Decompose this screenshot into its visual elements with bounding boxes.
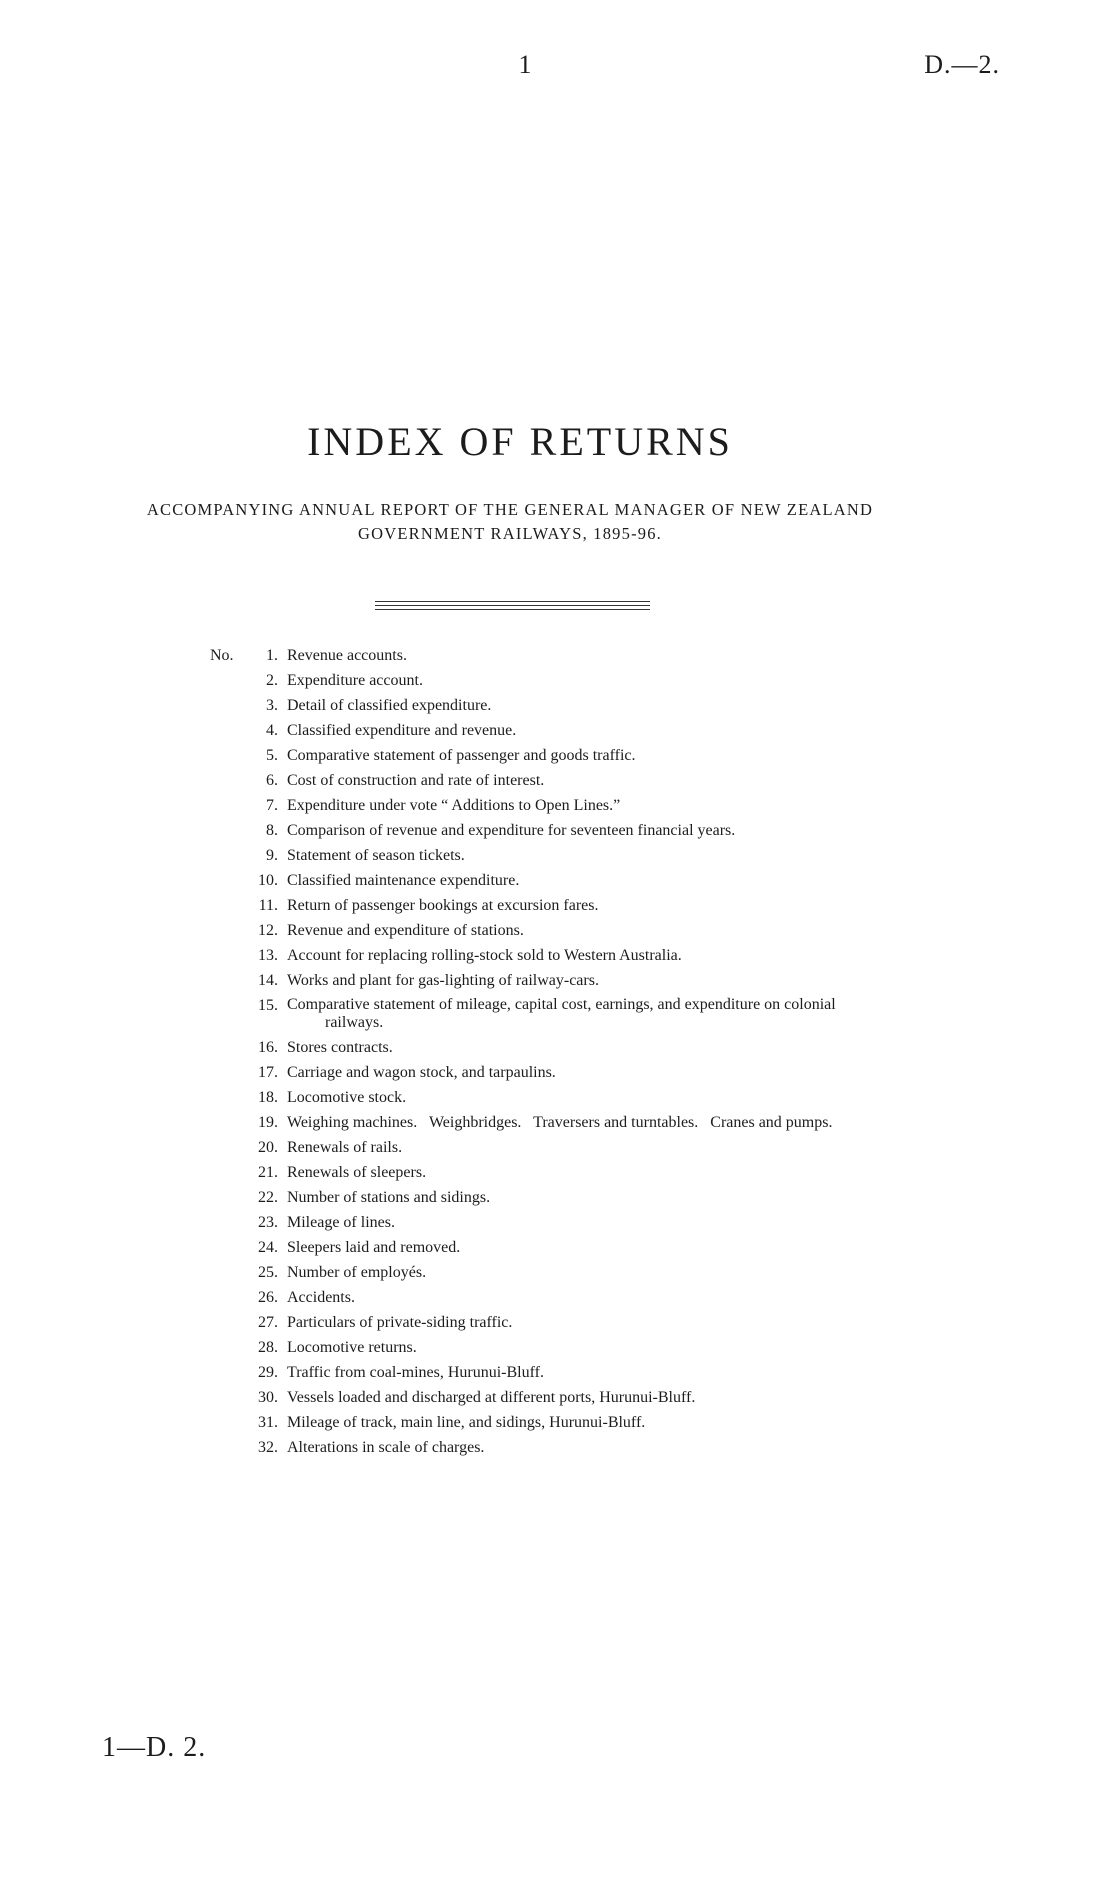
list-item (210, 1085, 1010, 1110)
item-number: 32. (258, 1439, 278, 1456)
item-number: 17. (258, 1064, 278, 1081)
item-text: Renewals of sleepers. (287, 1164, 427, 1181)
list-item (210, 968, 1010, 993)
item-text: Statement of season tickets. (287, 847, 465, 864)
item-text (287, 993, 1010, 1035)
list-item (210, 1160, 1010, 1185)
item-text: Accidents. (287, 1289, 355, 1306)
item-number: 23. (258, 1214, 278, 1231)
item-number: 9. (266, 847, 278, 864)
list-item (210, 743, 1010, 768)
subtitle (60, 498, 960, 546)
item-text: Sleepers laid and removed. (287, 1239, 461, 1256)
list-item (210, 818, 1010, 843)
list-item (210, 768, 1010, 793)
list-item (210, 1310, 1010, 1335)
item-number: 1. (266, 647, 278, 664)
item-number: 10. (258, 872, 278, 889)
item-number: 28. (258, 1339, 278, 1356)
item-text: Number of employés. (287, 1264, 427, 1281)
list-item (210, 1360, 1010, 1385)
item-number: 13. (258, 947, 278, 964)
item-text: Traffic from coal-mines, Hurunui-Bluff. (287, 1364, 544, 1381)
item-number: 8. (266, 822, 278, 839)
item-number: 31. (258, 1414, 278, 1431)
item-number: 27. (258, 1314, 278, 1331)
item-number: 14. (258, 972, 278, 989)
list-item (210, 1060, 1010, 1085)
list-item (210, 1260, 1010, 1285)
item-number: 6. (266, 772, 278, 789)
item-number: 29. (258, 1364, 278, 1381)
page-title: INDEX OF RETURNS (307, 419, 733, 464)
list-item (210, 1435, 1010, 1460)
subtitle-line-1: ACCOMPANYING ANNUAL REPORT OF THE GENERAL MANAGER OF NEW ZEALAND (146, 500, 874, 519)
list-item (210, 993, 1010, 1035)
subtitle-line-2: GOVERNMENT RAILWAYS, 1895-96. (358, 524, 662, 543)
list-item (210, 1235, 1010, 1260)
divider-rule (375, 605, 650, 606)
item-text: Renewals of rails. (287, 1139, 403, 1156)
item-text: Mileage of lines. (287, 1214, 395, 1231)
item-number: 20. (258, 1139, 278, 1156)
item-number: 25. (258, 1264, 278, 1281)
list-item (210, 1135, 1010, 1160)
item-number: 26. (258, 1289, 278, 1306)
list-item (210, 893, 1010, 918)
item-text: Comparative statement of passenger and goods traffic. (287, 747, 636, 764)
item-text: Revenue accounts. (287, 647, 407, 664)
item-text: Expenditure under vote “ Additions to Open Lines.” (287, 797, 621, 814)
list-item (210, 718, 1010, 743)
returns-list (210, 643, 1010, 1460)
item-text: Return of passenger bookings at excursion fares. (287, 897, 599, 914)
page-number: 1 (518, 50, 532, 79)
item-text: Account for replacing rolling-stock sold to Western Australia. (287, 947, 682, 964)
list-item (210, 843, 1010, 868)
item-text: Carriage and wagon stock, and tarpaulins. (287, 1064, 556, 1081)
item-number: 18. (258, 1089, 278, 1106)
list-item (210, 1210, 1010, 1235)
item-number: 19. (258, 1114, 278, 1131)
item-number: 30. (258, 1389, 278, 1406)
item-number: 12. (258, 922, 278, 939)
list-item (210, 1110, 1010, 1135)
item-number: 5. (266, 747, 278, 764)
list-item (210, 643, 1010, 668)
divider-rule (375, 601, 650, 602)
list-item (210, 1410, 1010, 1435)
item-number: 16. (258, 1039, 278, 1056)
item-text-continuation: railways. (325, 1014, 384, 1031)
item-text: Alterations in scale of charges. (287, 1439, 485, 1456)
list-item (210, 793, 1010, 818)
item-number: 15. (258, 997, 278, 1014)
list-item (210, 1185, 1010, 1210)
item-text: Mileage of track, main line, and sidings, Hurunui-Bluff. (287, 1414, 646, 1431)
item-number: 4. (266, 722, 278, 739)
item-text: Detail of classified expenditure. (287, 697, 492, 714)
list-item (210, 918, 1010, 943)
item-text-line: Comparative statement of mileage, capital cost, earnings, and expenditure on colonial (287, 996, 836, 1013)
item-number: 2. (266, 672, 278, 689)
item-number: 21. (258, 1164, 278, 1181)
item-text: Revenue and expenditure of stations. (287, 922, 524, 939)
list-item (210, 1335, 1010, 1360)
item-text: Works and plant for gas-lighting of railway-cars. (287, 972, 599, 989)
list-item (210, 868, 1010, 893)
item-text: Number of stations and sidings. (287, 1189, 491, 1206)
item-text: Particulars of private-siding traffic. (287, 1314, 513, 1331)
item-number: 7. (266, 797, 278, 814)
footer-signature: 1—D. 2. (102, 1732, 207, 1763)
list-item (210, 943, 1010, 968)
item-text: Stores contracts. (287, 1039, 393, 1056)
item-text: Locomotive returns. (287, 1339, 417, 1356)
item-number: 22. (258, 1189, 278, 1206)
item-text: Expenditure account. (287, 672, 423, 689)
item-text: Comparison of revenue and expenditure for seventeen financial years. (287, 822, 736, 839)
item-text: Classified expenditure and revenue. (287, 722, 517, 739)
no-label: No. (210, 647, 234, 664)
item-text: Weighing machines. Weighbridges. Traversers and turntables. Cranes and pumps. (287, 1114, 833, 1131)
item-number: 11. (258, 897, 278, 914)
list-item (210, 693, 1010, 718)
document-reference: D.—2. (924, 50, 1000, 79)
item-number: 3. (266, 697, 278, 714)
list-item (210, 668, 1010, 693)
item-text: Classified maintenance expenditure. (287, 872, 520, 889)
divider-rule (375, 609, 650, 610)
list-item (210, 1285, 1010, 1310)
item-number: 24. (258, 1239, 278, 1256)
item-text: Cost of construction and rate of interest. (287, 772, 545, 789)
item-text: Vessels loaded and discharged at different ports, Hurunui-Bluff. (287, 1389, 696, 1406)
item-text: Locomotive stock. (287, 1089, 407, 1106)
list-item (210, 1035, 1010, 1060)
list-item (210, 1385, 1010, 1410)
